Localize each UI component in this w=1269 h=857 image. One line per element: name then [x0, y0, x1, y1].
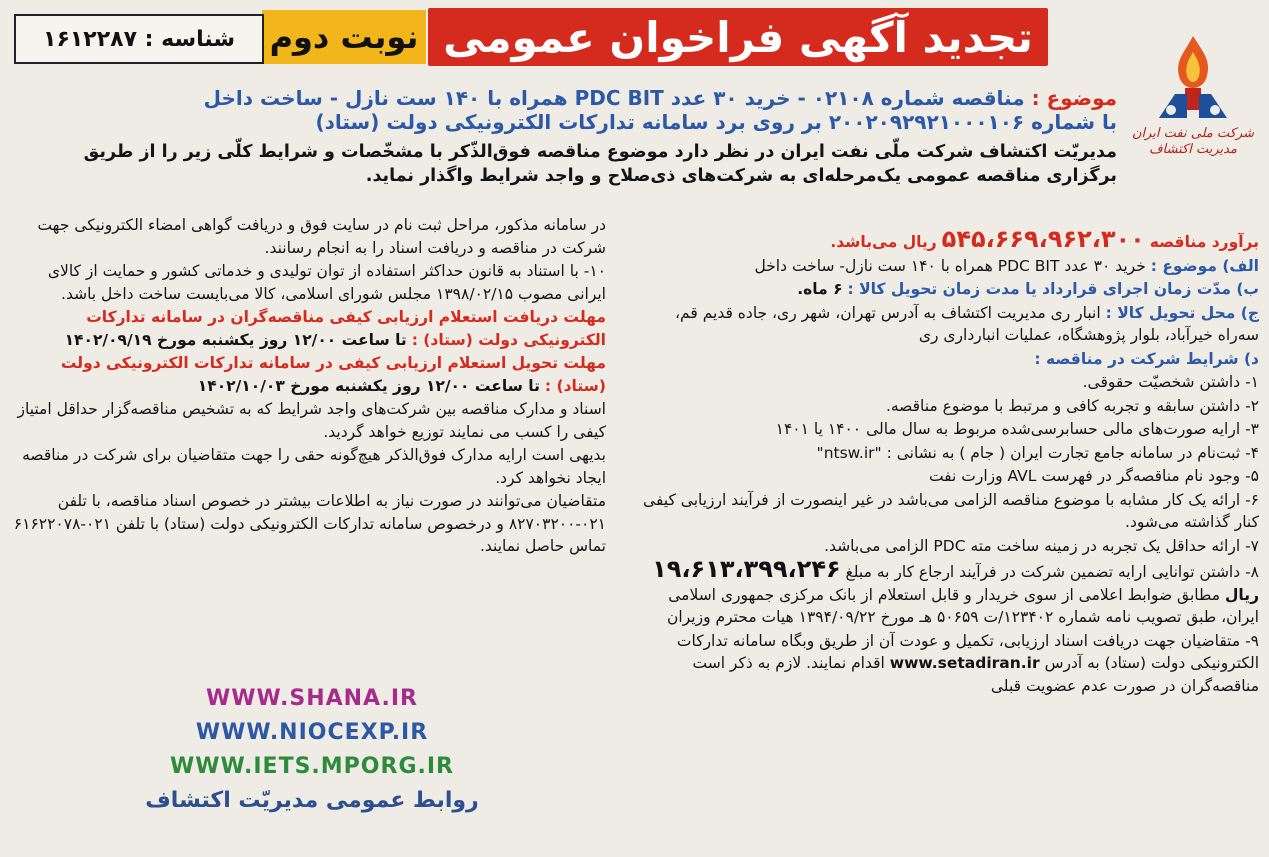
item-c-label: ج) محل تحویل کالا : [1105, 303, 1259, 322]
public-relations-signature: روابط عمومی مدیریّت اکتشاف [145, 788, 479, 813]
condition-9-rest: اقدام نمایند. لازم به ذکر است مناقصه‌گران در صورت عدم عضویت قبلی [692, 654, 1259, 695]
subject-block [27, 86, 1117, 134]
notice-title: تجدید آگهی فراخوان عمومی [428, 8, 1048, 66]
deadline-1-value: تا ساعت ۱۲/۰۰ روز یکشنبه مورخ ۱۴۰۲/۰۹/۱۹ [64, 330, 407, 349]
flame-logo-icon [1145, 30, 1241, 126]
nioc-logo [1124, 30, 1262, 170]
round-badge: نوبت دوم [262, 10, 426, 64]
deadline-1-label: مهلت دریافت استعلام ارزیابی کیفی مناقصه‌گران در سامانه تدارکات الکترونیکی دولت (ستاد) : [86, 308, 606, 349]
condition-8-rest: مطابق ضوابط اعلامی از سوی خریدار و قابل استعلام از بانک مرکزی جمهوری اسلامی ایران، طبق تصویب نامه شماره ۱۲۳۴۰۲/ت ۵۰۶۵۹ هـ مورخ ۱۳۹۴/۰۹/۲۲ هیات محترم وزیران [667, 585, 1259, 626]
left-column [12, 214, 606, 559]
condition-9-start: ۹- متقاضیان جهت دریافت اسناد ارزیابی، تکمیل و عودت آن از طریق وبگاه سامانه تدارکات الکترونیکی دولت (ستاد) به آدرس [676, 631, 1259, 672]
rights-note: بدیهی است ارایه مدارک فوق‌الذکر هیچ‌گونه حقی را جهت متقاضیان برای شرکت در مناقصه ایجاد نخواهد کرد. [22, 446, 606, 487]
subject-line-2: با شماره ۲۰۰۲۰۹۲۹۲۱۰۰۰۱۰۶ بر روی برد سامانه تدارکات الکترونیکی دولت (ستاد) [315, 110, 1117, 134]
condition-item: ۳- ارایه صورت‌های مالی حسابرسی‌شده مربوط به سال مالی ۱۴۰۰ یا ۱۴۰۱ [775, 420, 1259, 438]
condition-10: ۱۰- با استناد به قانون حداکثر استفاده از توان تولیدی و خدماتی کشور و حمایت از کالای ایرانی مصوب ۱۳۹۸/۰۲/۱۵ مجلس شورای اسلامی، کالا می‌بایست ساخت داخل باشد. [47, 262, 606, 303]
niocexp-link[interactable]: WWW.NIOCEXP.IR [195, 720, 429, 745]
item-b-label: ب) مدّت زمان اجرای قرارداد یا مدت زمان تحویل کالا : [847, 280, 1259, 298]
registration-continuation: در سامانه مذکور، مراحل ثبت نام در سایت فوق و دریافت گواهی امضاء الکترونیکی جهت شرکت در مناقصه و دریافت اسناد را به انجام رسانند. [37, 216, 606, 257]
right-column [631, 225, 1259, 698]
condition-item: ۱- داشتن شخصیّت حقوقی. [1082, 373, 1259, 391]
condition-item: ۲- داشتن سابقه و تجربه کافی و مرتبط با موضوع مناقصه. [885, 396, 1259, 415]
subject-label: موضوع : [1031, 86, 1117, 110]
item-a-label: الف) موضوع : [1150, 256, 1259, 275]
logo-caption-company: شرکت ملی نفت ایران [1131, 126, 1255, 141]
deadline-2-value: تا ساعت ۱۲/۰۰ روز یکشنبه مورخ ۱۴۰۲/۱۰/۰۳ [197, 376, 540, 395]
logo-caption-unit: مدیریت اکتشاف [1149, 142, 1237, 157]
intro-paragraph: مدیریّت اکتشاف شرکت ملّی نفت ایران در نظر دارد موضوع مناقصه فوق‌الذّکر با مشخّصات و شرایط کلّی زیر را از طریق برگزاری مناقصه عمومی یک‌مرحله‌ای به شرکت‌های ذی‌صلاح و واجد شرایط واگذار نماید. [83, 142, 1117, 186]
distribution-note: اسناد و مدارک مناقصه بین شرکت‌های واجد شرایط که به تشخیص مناقصه‌گزار حداقل امتیاز کیفی را کسب می نمایند توزیع خواهد گردید. [17, 400, 606, 441]
estimate-suffix: ریال می‌باشد. [830, 233, 937, 251]
item-c-text: انبار ری مدیریت اکتشاف به آدرس تهران، شهر ری، جاده قدیم قم، سه‌راه خیرآباد، بلوار پژوهشگاه، عملیات انبارداری ری [675, 303, 1259, 344]
item-b-value: ۶ ماه. [797, 280, 843, 298]
condition-item: ۴- ثبت‌نام در سامانه جامع تجارت ایران ( جام ) به نشانی : "ntsw.ir" [816, 443, 1259, 462]
notice-id: شناسه : ۱۶۱۲۲۸۷ [14, 14, 264, 64]
shana-link[interactable]: WWW.SHANA.IR [206, 686, 418, 711]
condition-8-start: ۸- داشتن توانایی ارایه تضمین شرکت در فرآیند ارجاع کار به مبلغ [845, 563, 1259, 581]
deadline-2-label: مهلت تحویل استعلام ارزیابی کیفی در سامانه تدارکات الکترونیکی دولت (ستاد) : [60, 354, 606, 395]
contact-info: متقاضیان می‌توانند در صورت نیاز به اطلاعات بیشتر در خصوص اسناد مناقصه، با تلفن ۰۲۱-۸۲۷۰۳۲۰۰ و درخصوص سامانه تدارکات الکترونیکی دولت (ستاد) با تلفن ۰۲۱-۶۱۶۲۲۰۷۸ تماس حاصل نمایند. [13, 492, 606, 555]
estimate-label: برآورد مناقصه [1149, 233, 1259, 251]
condition-item: ۵- وجود نام مناقصه‌گر در فهرست AVL وزارت نفت [928, 467, 1259, 485]
websites-block [92, 680, 532, 813]
guarantee-amount: ۱۹،۶۱۳،۳۹۹،۲۴۶ [652, 555, 841, 583]
condition-item: ۶- ارائه یک کار مشابه با موضوع مناقصه الزامی می‌باشد در غیر اینصورت از فرآیند ارزیابی کیفی کنار گذاشته می‌شود. [643, 490, 1259, 531]
condition-item: ۷- ارائه حداقل یک تجربه در زمینه ساخت مته PDC الزامی می‌باشد. [824, 536, 1259, 555]
estimate-amount: ۵۴۵،۶۶۹،۹۶۲،۳۰۰ [941, 225, 1145, 253]
iets-link[interactable]: WWW.IETS.MPORG.IR [170, 754, 454, 779]
guarantee-unit: ریال [1224, 585, 1259, 604]
setadiran-link[interactable]: www.setadiran.ir [889, 654, 1040, 672]
subject-line-1: مناقصه شماره ۰۲۱۰۸ - خرید ۳۰ عدد PDC BIT همراه با ۱۴۰ ست نازل - ساخت داخل [203, 86, 1025, 110]
item-d-label: د) شرایط شرکت در مناقصه : [1034, 349, 1259, 368]
item-a-text: خرید ۳۰ عدد PDC BIT همراه با ۱۴۰ ست نازل- ساخت داخل [754, 256, 1146, 275]
